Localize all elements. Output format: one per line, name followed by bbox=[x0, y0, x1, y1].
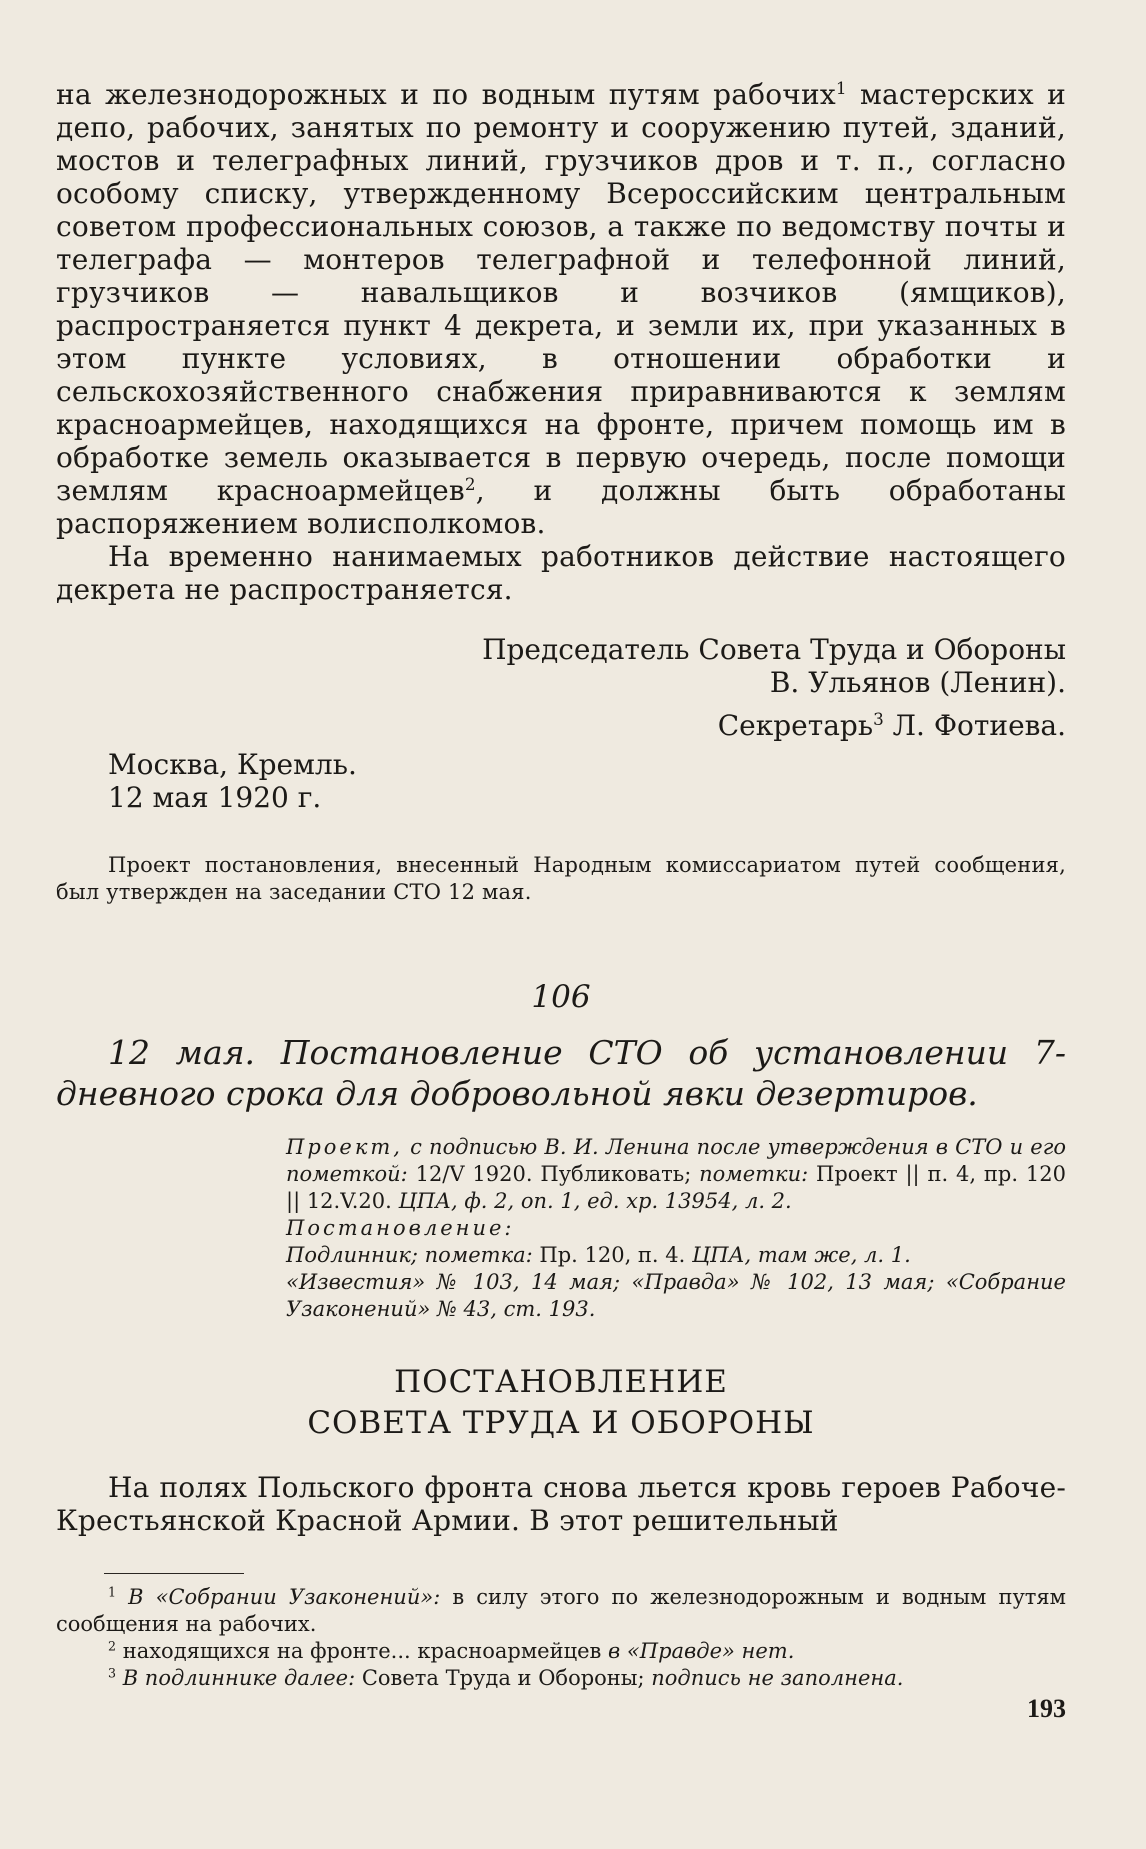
text-span: «Известия» № 103, 14 мая; «Правда» № 102, 13 мая; «Собрание Узаконений» № 43, ст. 193. bbox=[286, 1270, 1066, 1321]
footnote-mark: 2 bbox=[108, 1638, 117, 1654]
chair-title: Председатель Совета Труда и Обороны bbox=[482, 633, 1066, 666]
text-span: Проект || п. 4, пр. 120 || 12.V.20. bbox=[286, 1162, 1066, 1213]
place: Москва, Кремль. bbox=[108, 748, 357, 781]
page-number: 193 bbox=[1027, 1694, 1066, 1723]
footnote-mark: 3 bbox=[108, 1665, 117, 1681]
footnote-mark: 1 bbox=[108, 1584, 117, 1600]
editorial-note: Проект постановления, внесенный Народным комиссариатом путей сообщения, был утвержден на заседании СТО 12 мая. bbox=[56, 853, 1066, 904]
hired-workers-paragraph: На временно нанимаемых работников действие настоящего декрета не распространяется. bbox=[56, 540, 1066, 606]
text-span: Постановление: bbox=[286, 1216, 515, 1240]
text-span: Л. Фотиева. bbox=[883, 709, 1066, 742]
text-span: находящихся на фронте... красноармейцев bbox=[116, 1639, 609, 1663]
text-span: подпись не заполнена. bbox=[651, 1666, 904, 1690]
footnote-ref-3[interactable]: 3 bbox=[873, 708, 884, 729]
text-span: Секретарь bbox=[717, 709, 874, 742]
text-span: на железнодорожных и по водным путям рабочих bbox=[56, 78, 836, 111]
text-span: В подлиннике далее: bbox=[122, 1666, 356, 1690]
date: 12 мая 1920 г. bbox=[108, 781, 322, 814]
secretary-signature bbox=[56, 709, 1066, 742]
continuation-paragraph bbox=[56, 78, 1066, 540]
text-span: в силу этого по железнодорожным и водным путям сообщения на рабочих. bbox=[56, 1585, 1067, 1636]
text-span: ЦПА, там же, л. 1. bbox=[685, 1243, 911, 1267]
footnote-divider bbox=[104, 1573, 244, 1574]
decree-heading-line-2: СОВЕТА ТРУДА И ОБОРОНЫ bbox=[307, 1405, 815, 1441]
text-span: В «Собрании Узаконений»: bbox=[128, 1585, 441, 1609]
decree-opening-paragraph: На полях Польского фронта снова льется кровь героев Рабоче-Крестьянской Красной Армии. В этот решительный bbox=[56, 1471, 1066, 1537]
text-span: 12/V 1920. Публиковать; bbox=[415, 1162, 692, 1186]
text-span: пометки: bbox=[691, 1162, 817, 1186]
footnotes bbox=[56, 1584, 1066, 1692]
source-notes bbox=[286, 1134, 1066, 1323]
document-title: 12 мая. Постановление СТО об установлении 7-дневного срока для добровольной явки дезертиров. bbox=[56, 1033, 1066, 1113]
footnote-2 bbox=[56, 1638, 1066, 1665]
footnote-ref-2[interactable]: 2 bbox=[464, 473, 476, 494]
text-span: ЦПА, ф. 2, оп. 1, ед. хр. 13954, л. 2. bbox=[391, 1189, 792, 1213]
footnote-1 bbox=[56, 1584, 1066, 1638]
text-span: Проект, bbox=[286, 1135, 403, 1159]
text-span: в «Правде» нет. bbox=[608, 1639, 795, 1663]
footnote-ref-1[interactable]: 1 bbox=[835, 77, 847, 98]
chair-name: В. Ульянов (Ленин). bbox=[769, 666, 1066, 699]
footnote-3 bbox=[56, 1665, 1066, 1692]
document-number: 106 bbox=[531, 979, 591, 1015]
text-span: , и должны быть обработаны распоряжением волисполкомов. bbox=[56, 474, 1066, 540]
text-span: мастерских и депо, рабочих, занятых по ремонту и сооружению путей, зданий, мостов и телеграфных линий, грузчиков дров и т. п., согласно особому списку, утвержденному Всероссийским центральным советом профессиональных союзов, а также по ведомству почты и телеграфа — монтеров телеграфной и телефонной линий, грузчиков — навальщиков и возчиков (ямщиков), распространяется пункт 4 декрета, и земли их, при указанных в этом пункте условиях, в отношении обработки и сельскохозяйственного снабжения приравниваются к землям красноармейцев, находящихся на фронте, причем помощь им в обработке земель оказывается в первую очередь, после помощи землям красноармейцев bbox=[56, 78, 1067, 507]
decree-heading-line-1: ПОСТАНОВЛЕНИЕ bbox=[394, 1364, 728, 1400]
text-span: с подписью В. И. Ленина после утверждения в СТО и его пометкой: bbox=[286, 1135, 1066, 1186]
text-span: Пр. 120, п. 4. bbox=[539, 1243, 686, 1267]
text-span: Совета Труда и Обороны; bbox=[355, 1666, 652, 1690]
text-span: Подлинник; пометка: bbox=[286, 1243, 540, 1267]
